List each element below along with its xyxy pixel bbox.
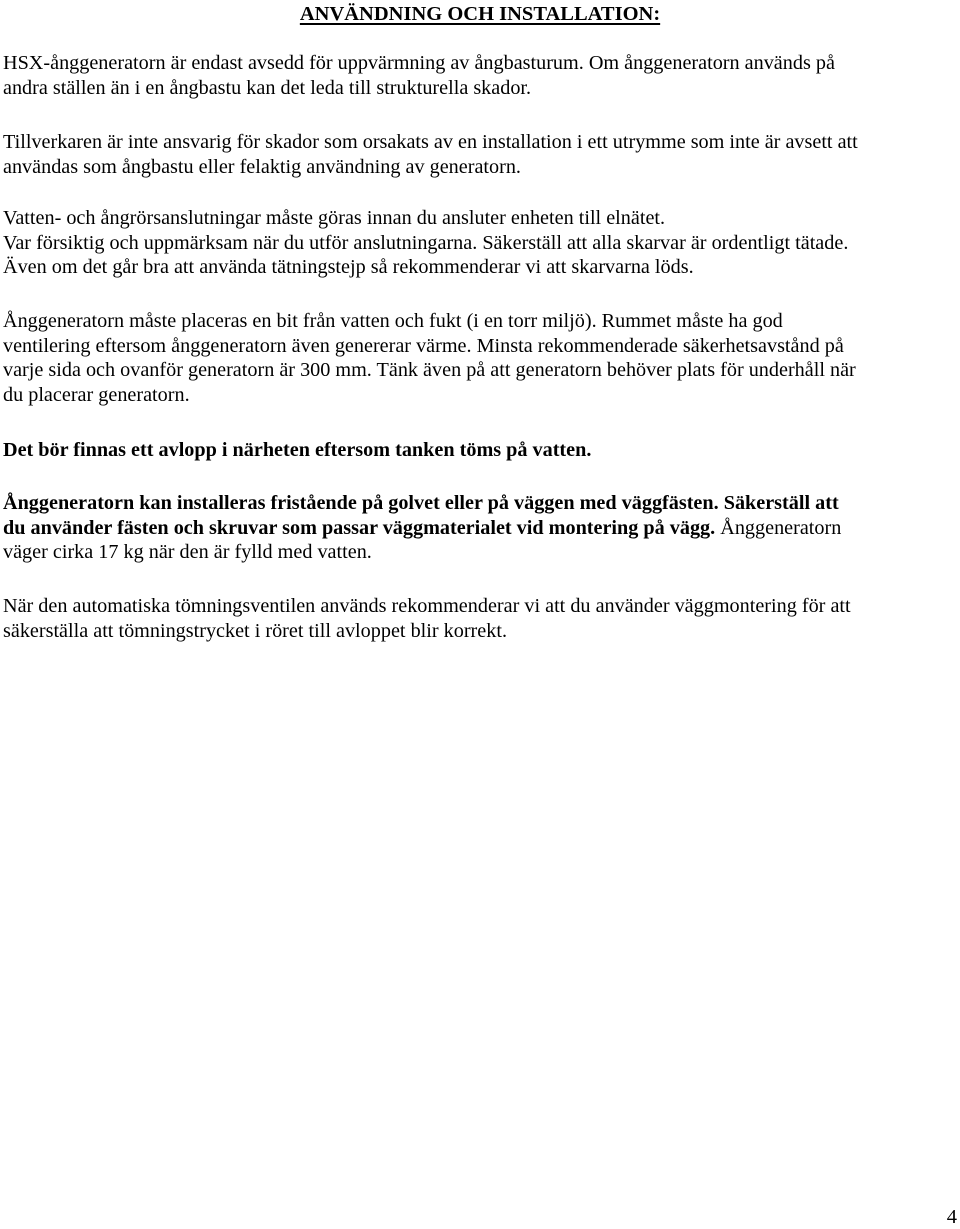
text-line: Tillverkaren är inte ansvarig för skador som orsakats av en installation i ett utrymme som inte är avsett att (3, 131, 858, 153)
text-run-normal: Ånggeneratorn (715, 516, 842, 539)
page-number: 4 (946, 1206, 957, 1228)
paragraph-intended-use (3, 51, 955, 100)
paragraph-placement (3, 309, 955, 407)
text-line: användas som ångbastu eller felaktig användning av generatorn. (3, 155, 521, 178)
paragraph-mounting (3, 491, 955, 565)
text-line: säkerställa att tömningstrycket i röret till avloppet blir korrekt. (3, 619, 507, 642)
text-line: andra ställen än i en ångbastu kan det leda till strukturella skador. (3, 76, 532, 99)
text-line: ventilering eftersom ånggeneratorn även genererar värme. Minsta rekommenderade säkerhetsavstånd på (3, 334, 844, 357)
text-line: HSX-ånggeneratorn är endast avsedd för uppvärmning av ångbasturum. Om ånggeneratorn används på (3, 52, 835, 74)
paragraph-liability (3, 130, 955, 179)
text-line: Vatten- och ångrörsanslutningar måste göras innan du ansluter enheten till elnätet. (3, 207, 666, 229)
section-heading: ANVÄNDNING OCH INSTALLATION: (299, 3, 661, 25)
text-run-bold: du använder fästen och skruvar som passar väggmaterialet vid montering på vägg. (3, 516, 716, 539)
text-line: När den automatiska tömningsventilen används rekommenderar vi att du använder väggmontering för att (3, 595, 851, 617)
paragraph-drain-valve (3, 594, 955, 643)
text-line: varje sida och ovanför generatorn är 300 mm. Tänk även på att generatorn behöver plats för underhåll när (3, 359, 856, 382)
text-line: Även om det går bra att använda tätningstejp så rekommenderar vi att skarvarna löds. (3, 256, 694, 279)
text-line: du placerar generatorn. (3, 383, 190, 406)
text-line: Det bör finnas ett avlopp i närheten eftersom tanken töms på vatten. (3, 439, 592, 461)
text-line-bold: Ånggeneratorn kan installeras fristående på golvet eller på väggen med väggfästen. Säkerställ att (3, 492, 839, 514)
paragraph-drain-note (3, 438, 955, 463)
text-line-mixed (3, 516, 955, 541)
text-line: Var försiktig och uppmärksam när du utför anslutningarna. Säkerställ att alla skarvar är ordentligt tätade. (3, 231, 849, 254)
text-line: Ånggeneratorn måste placeras en bit från vatten och fukt (i en torr miljö). Rummet måste ha god (3, 310, 783, 332)
paragraph-connections (3, 206, 955, 280)
text-line: väger cirka 17 kg när den är fylld med vatten. (3, 541, 372, 564)
